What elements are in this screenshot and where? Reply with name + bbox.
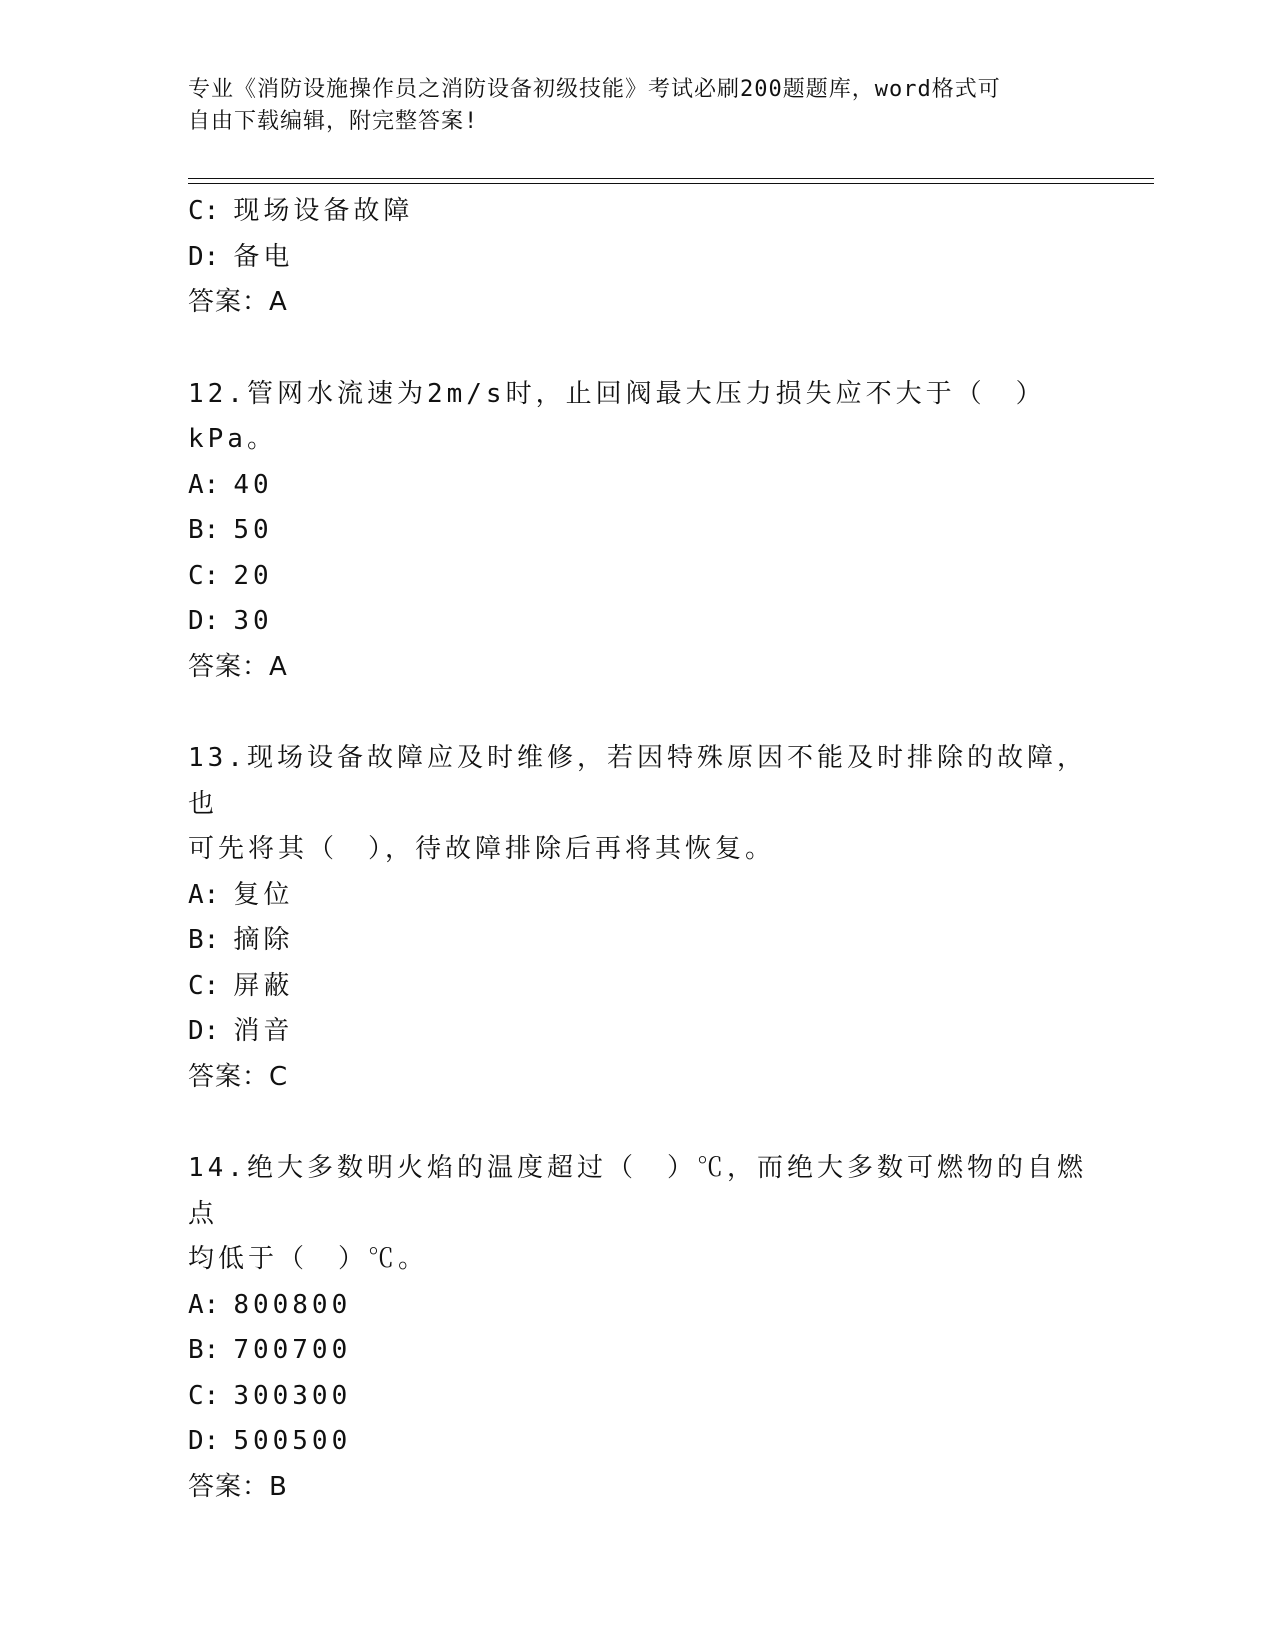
option-label: B:	[188, 1335, 220, 1365]
option-label: B:	[188, 515, 220, 545]
option-a	[188, 463, 1088, 509]
option-text: 30	[233, 606, 273, 636]
stem-line: 13.现场设备故障应及时维修，若因特殊原因不能及时排除的故障，也	[188, 743, 1087, 819]
page-header	[188, 74, 1068, 138]
option-text: 现场设备故障	[233, 196, 414, 226]
option-label: D:	[188, 1426, 220, 1456]
option-text: 摘除	[233, 925, 294, 955]
answer-line: 答案：B	[188, 1471, 288, 1502]
option-label: D:	[188, 606, 220, 636]
option-b	[188, 508, 1088, 554]
option-text: 50	[233, 515, 273, 545]
header-divider-top	[188, 178, 1154, 179]
option-text: 800800	[233, 1289, 352, 1320]
question-stem	[188, 736, 1088, 873]
option-text: 屏蔽	[233, 970, 294, 1001]
stem-line: 均低于（ ）℃。	[188, 1244, 429, 1274]
answer-line: 答案：C	[188, 1061, 289, 1092]
option-c	[188, 189, 1088, 235]
option-text: 备电	[233, 241, 294, 272]
header-divider-bottom	[188, 183, 1154, 184]
option-a	[188, 1283, 1088, 1329]
option-label: B:	[188, 925, 220, 955]
option-text: 500500	[233, 1426, 352, 1456]
question-13	[188, 736, 1088, 1100]
option-label: C:	[188, 970, 220, 1001]
option-label: C:	[188, 560, 220, 591]
answer-line: 答案：A	[188, 651, 288, 682]
question-stem	[188, 372, 1088, 463]
option-text: 消音	[233, 1016, 294, 1046]
option-c	[188, 964, 1088, 1010]
question-12	[188, 372, 1088, 691]
option-label: C:	[188, 1380, 220, 1411]
option-text: 700700	[233, 1335, 352, 1365]
option-d	[188, 1419, 1088, 1465]
option-b	[188, 918, 1088, 964]
option-label: D:	[188, 241, 220, 272]
option-label: C:	[188, 196, 220, 226]
option-text: 300300	[233, 1380, 352, 1411]
option-text: 复位	[233, 879, 294, 910]
option-label: A:	[188, 879, 220, 910]
answer-line: 答案：A	[188, 287, 288, 317]
stem-line: 可先将其（ ），待故障排除后再将其恢复。	[188, 834, 776, 864]
stem-line: 14.绝大多数明火焰的温度超过（ ）℃，而绝大多数可燃物的自燃点	[188, 1153, 1087, 1229]
option-d	[188, 235, 1088, 281]
option-text: 20	[233, 560, 273, 591]
question-11-tail	[188, 189, 1088, 326]
header-line-1: 专业《消防设施操作员之消防设备初级技能》考试必刷200题题库，word格式可	[188, 77, 1001, 102]
option-c	[188, 1374, 1088, 1420]
question-list	[188, 189, 1088, 1510]
option-b	[188, 1328, 1088, 1374]
stem-line: 12.管网水流速为2m/s时，止回阀最大压力损失应不大于（ ）kPa。	[188, 378, 1046, 454]
option-label: D:	[188, 1016, 220, 1046]
option-label: A:	[188, 1289, 220, 1320]
option-d	[188, 599, 1088, 645]
option-text: 40	[233, 469, 273, 500]
option-label: A:	[188, 469, 220, 500]
option-d	[188, 1009, 1088, 1055]
header-line-2: 自由下载编辑，附完整答案!	[188, 109, 479, 134]
option-a	[188, 873, 1088, 919]
question-stem	[188, 1146, 1088, 1283]
question-14	[188, 1146, 1088, 1510]
option-c	[188, 554, 1088, 600]
